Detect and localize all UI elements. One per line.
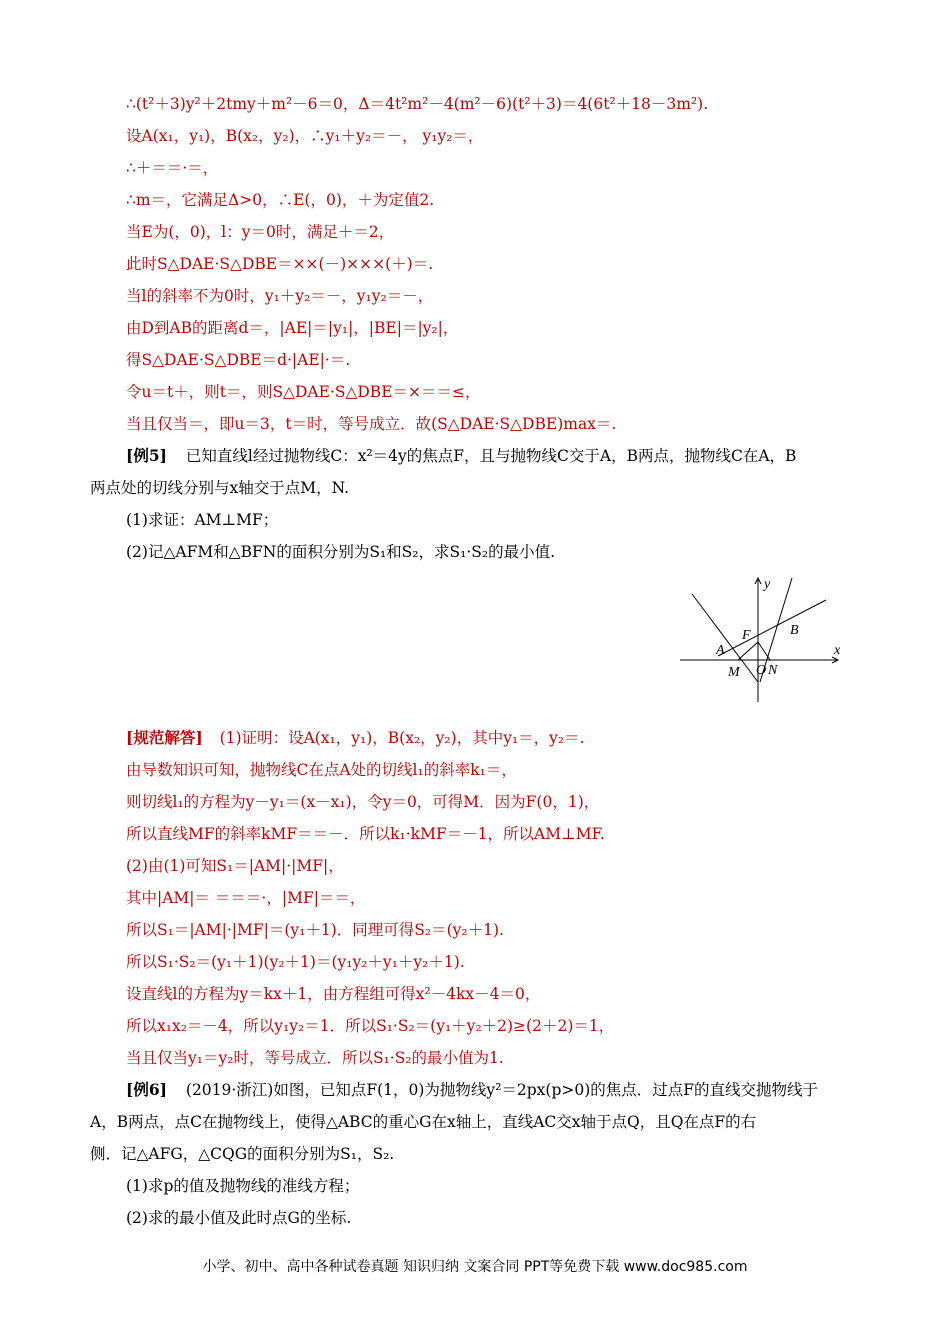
solution-line: 设A(x₁，y₁)，B(x₂，y₂)，∴y₁＋y₂＝－， y₁y₂＝，: [126, 127, 484, 145]
solution5-line: (2)由(1)可知S₁＝|AM|·|MF|，: [126, 857, 344, 875]
solution-line: ∴m＝，它满足Δ>0，∴E(，0)，＋为定值2.: [126, 191, 435, 209]
solution5-line: 其中|AM|＝ ＝＝＝·，|MF|＝＝，: [126, 889, 366, 907]
label-n: N: [768, 663, 778, 678]
example6-line1: [126, 1080, 818, 1100]
solution5-label: [规范解答]: [126, 728, 203, 747]
solution-line: 令u＝t＋，则t＝，则S△DAE·S△DBE＝×＝＝≤，: [126, 383, 481, 401]
solution-line: 得S△DAE·S△DBE＝d·|AE|·＝.: [126, 351, 351, 369]
example6-line3: 侧．记△AFG，△CQG的面积分别为S₁，S₂.: [90, 1145, 395, 1163]
solution5-first: [126, 728, 585, 748]
solution5-line: 所以S₁＝|AM|·|MF|＝(y₁＋1)．同理可得S₂＝(y₂＋1).: [126, 921, 504, 939]
solution5-line: 则切线l₁的方程为y－y₁＝(x－x₁)，令y＝0，可得M．因为F(0，1)，: [126, 793, 600, 811]
example6-label: [例6]: [126, 1080, 167, 1099]
parabola-figure: [678, 574, 850, 706]
solution-line: 此时S△DAE·S△DBE＝××(－)×××(＋)＝.: [126, 255, 434, 273]
label-f: F: [742, 628, 751, 643]
solution5-line: 设直线l的方程为y＝kx＋1，由方程组可得x²－4kx－4＝0，: [126, 985, 541, 1003]
example6-text: (2019·浙江)如图，已知点F(1，0)为抛物线y²＝2px(p>0)的焦点．过点F的直线交抛物线于: [185, 1081, 819, 1099]
label-x: x: [834, 643, 841, 658]
label-o: O: [756, 663, 767, 678]
example5-label: [例5]: [126, 446, 167, 465]
example6-question1: (1)求p的值及抛物线的准线方程；: [126, 1177, 360, 1195]
page-footer: 小学、初中、高中各种试卷真题 知识归纳 文案合同 PPT等免费下载 www.doc985.com: [202, 1259, 748, 1275]
solution-line: 当且仅当＝，即u＝3，t＝时，等号成立．故(S△DAE·S△DBE)max＝.: [126, 415, 617, 433]
segment-mf: [738, 642, 758, 660]
solution5-first-text: (1)证明：设A(x₁，y₁)，B(x₂，y₂)，其中y₁＝，y₂＝.: [219, 729, 585, 747]
example6-question2: (2)求的最小值及此时点G的坐标.: [126, 1209, 352, 1227]
solution5-line: 所以直线MF的斜率kMF＝＝－．所以k₁·kMF＝－1，所以AM⊥MF.: [126, 825, 605, 843]
solution5-line: 当且仅当y₁＝y₂时，等号成立．所以S₁·S₂的最小值为1.: [126, 1049, 504, 1067]
solution-line: ∴＋＝＝·＝，: [126, 159, 219, 177]
figure-svg: [678, 574, 850, 706]
solution-line: 当E为(，0)，l：y＝0时，满足＋＝2，: [126, 223, 395, 241]
solution-line: 当l的斜率不为0时，y₁＋y₂＝－，y₁y₂＝－，: [126, 287, 434, 305]
example5-question2: (2)记△AFM和△BFN的面积分别为S₁和S₂，求S₁·S₂的最小值.: [126, 543, 556, 561]
example5-question1: (1)求证：AM⊥MF；: [126, 511, 279, 529]
segment-nf: [758, 642, 770, 660]
solution5-line: 由导数知识可知，抛物线C在点A处的切线l₁的斜率k₁＝，: [126, 761, 517, 779]
example5-line1: [126, 446, 796, 466]
solution5-line: 所以S₁·S₂＝(y₁＋1)(y₂＋1)＝(y₁y₂＋y₁＋y₂＋1).: [126, 953, 465, 971]
label-m: M: [728, 665, 740, 680]
label-a: A: [716, 643, 725, 658]
solution-line: ∴(t²＋3)y²＋2tmy＋m²－6＝0，Δ＝4t²m²－4(m²－6)(t²＋3)＝4(6t²＋18－3m²).: [126, 95, 709, 113]
example5-line2: 两点处的切线分别与x轴交于点M，N.: [90, 479, 350, 497]
example5-text: 已知直线l经过抛物线C：x²＝4y的焦点F，且与抛物线C交于A，B两点，抛物线C在A，B: [185, 447, 797, 465]
solution5-line: 所以x₁x₂＝－4，所以y₁y₂＝1．所以S₁·S₂＝(y₁＋y₂＋2)≥(2＋2)＝1，: [126, 1017, 615, 1035]
line-l: [718, 600, 826, 656]
solution-line: 由D到AB的距离d＝，|AE|＝|y₁|，|BE|＝|y₂|，: [126, 319, 459, 337]
label-y: y: [764, 577, 771, 592]
label-b: B: [790, 623, 799, 638]
example6-line2: A，B两点，点C在抛物线上，使得△ABC的重心G在x轴上，直线AC交x轴于点Q，且Q在点F的右: [90, 1113, 757, 1131]
